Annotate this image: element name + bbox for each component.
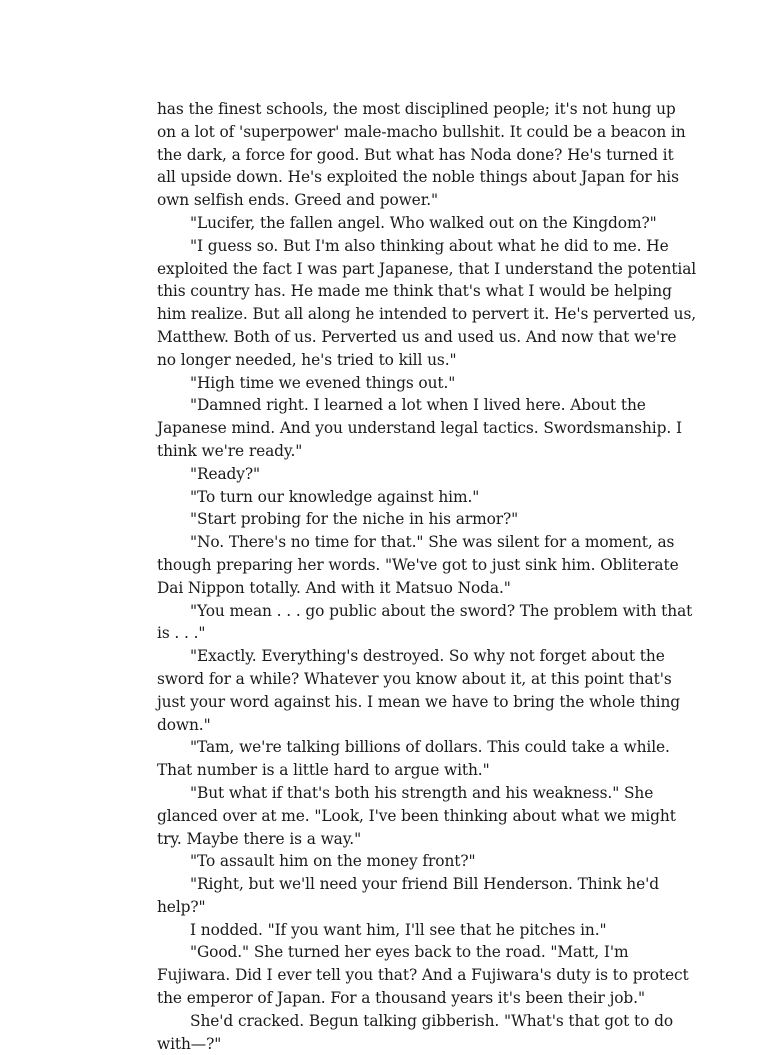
paragraph-2: "Lucifer, the fallen angel. Who walked out on the Kingdom?" xyxy=(190,213,657,232)
paragraph-18: She'd cracked. Begun talking gibberish. "What's that got to do with—?" xyxy=(157,1011,674,1053)
paragraph-8: "Start probing for the niche in his armor?" xyxy=(190,510,519,529)
paragraph-1: has the finest schools, the most disciplined people; it's not hung up on a lot of 'superpower' male-macho bullshit. It could be a beacon in the dark, a force for good. But what has Noda done? He's turned it all upside down. He's exploited the noble things about Japan for his own selfish ends. Greed and power." xyxy=(157,100,686,210)
paragraph-17: "Good." She turned her eyes back to the road. "Matt, I'm Fujiwara. Did I ever tell you that? And a Fujiwara's duty is to protect the emperor of Japan. For a thousand years it's been their job." xyxy=(157,943,689,1008)
paragraph-6: "Ready?" xyxy=(190,464,261,483)
paragraph-13: "But what if that's both his strength and his weakness." She glanced over at me. "Look, I've been thinking about what we might try. Maybe there is a way." xyxy=(157,783,676,848)
paragraph-12: "Tam, we're talking billions of dollars. This could take a while. That number is a little hard to argue with." xyxy=(157,738,670,780)
paragraph-14: "To assault him on the money front?" xyxy=(190,852,476,871)
paragraph-15: "Right, but we'll need your friend Bill Henderson. Think he'd help?" xyxy=(157,875,659,916)
paragraph-4: "High time we evened things out." xyxy=(190,373,456,392)
paragraph-7: "To turn our knowledge against him." xyxy=(190,487,480,506)
paragraph-11: "Exactly. Everything's destroyed. So why not forget about the sword for a while? Whatever you know about it, at this point that's just your word against his. I mean we have to bring the whole thing down." xyxy=(157,647,681,734)
page-body xyxy=(157,98,697,1055)
paragraph-3: "I guess so. But I'm also thinking about what he did to me. He exploited the fact I was part Japanese, that I understand the potential this country has. He made me think that's what I would be helping him realize. But all along he intended to pervert it. He's perverted us, Matthew. Both of us. Perverted us and used us. And now that we're no longer needed, he's tried to kill us." xyxy=(157,236,697,369)
paragraph-16: I nodded. "If you want him, I'll see that he pitches in." xyxy=(190,920,607,939)
paragraph-10: "You mean . . . go public about the sword? The problem with that is . . ." xyxy=(157,601,693,643)
paragraph-9: "No. There's no time for that." She was silent for a moment, as though preparing her words. "We've got to just sink him. Obliterate Dai Nippon totally. And with it Matsuo Noda." xyxy=(157,533,679,597)
paragraph-5: "Damned right. I learned a lot when I lived here. About the Japanese mind. And you understand legal tactics. Swordsmanship. I think we're ready." xyxy=(157,396,682,460)
